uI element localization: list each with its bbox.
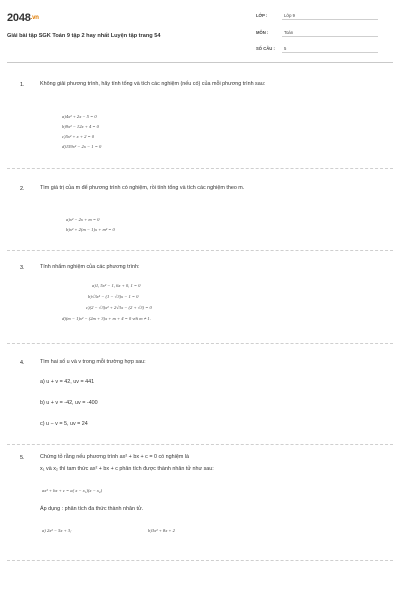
question-number: 4. [20, 360, 25, 366]
answer-item: b) u + v = -42, uv = -400 [40, 400, 98, 406]
equation-item: a)1, 5x² − 1, 6x + 0, 1 = 0 [92, 283, 141, 288]
answer-item: a) u + v = 42, uv = 441 [40, 379, 95, 385]
logo-text: 2048 [7, 12, 31, 24]
meta-underline [282, 52, 378, 53]
question-text-line1: Chứng tỏ rằng nếu phương trình ax² + bx + c = 0 có nghiệm là [40, 454, 190, 460]
question-number: 1. [20, 82, 25, 88]
question-divider [7, 250, 393, 251]
question-number: 2. [20, 186, 25, 192]
question-number: 3. [20, 265, 25, 271]
equation-item: b)9x² − 12x + 4 = 0 [62, 124, 99, 129]
meta-key: SỐ CÂU : [256, 46, 275, 51]
header-divider [7, 62, 393, 63]
question-text-line2: x₁ và x₂ thì tam thức ax² + bx + c phân tích được thành nhân tử như sau: [40, 466, 214, 472]
question-text: Tìm giá trị của m để phương trình có nghiệm, rồi tính tổng và tích các nghiệm theo m. [40, 185, 245, 191]
meta-value: Toán [284, 30, 294, 35]
meta-value: Lớp 9 [284, 13, 295, 18]
factor-formula: ax² + bx + c = a( x − x₁)(x − x₂) [42, 488, 102, 493]
equation-item: a) 2x² − 5x + 3; [42, 528, 72, 533]
answer-item: c) u − v = 5, uv = 24 [40, 421, 88, 427]
equation-item: d)159x² − 2x − 1 = 0 [62, 144, 102, 149]
question-text: Tính nhẩm nghiệm của các phương trình: [40, 264, 140, 270]
equation-item: a)4x² + 2x − 5 = 0 [62, 114, 97, 119]
question-divider [7, 560, 393, 561]
equation-item: b)3x² + 8x + 2 [148, 528, 175, 533]
document-header [0, 0, 400, 62]
question-divider [7, 343, 393, 344]
equation-item: d)(m − 1)x² − (2m + 3)x + m + 4 = 0 với m ≠ 1. [62, 316, 151, 321]
logo-suffix: .vn [30, 15, 39, 22]
question-divider [7, 444, 393, 445]
equation-item: b)√3x² − (1 − √3)x − 1 = 0 [88, 294, 139, 299]
meta-key: LỚP : [256, 13, 268, 18]
document-title: Giải bài tập SGK Toán 9 tập 2 hay nhất Luyện tập trang 54 [7, 33, 161, 39]
question-text: Không giải phương trình, hãy tính tổng và tích các nghiệm (nếu có) của mỗi phương trình sau: [40, 81, 266, 87]
equation-item: a)x² − 2x + m = 0 [66, 217, 100, 222]
question-number: 5. [20, 455, 25, 461]
equation-item: c)(2 − √3)x² + 2√3x − (2 + √3) = 0 [86, 305, 152, 310]
equation-item: b)x² + 2(m − 1)x + m² = 0 [66, 227, 115, 232]
meta-underline [282, 19, 378, 20]
meta-underline [282, 36, 378, 37]
question-divider [7, 168, 393, 169]
apply-label: Áp dụng : phân tích đa thức thành nhân tử. [40, 506, 144, 512]
meta-key: MÔN : [256, 30, 269, 35]
equation-item: c)5x² + x + 2 = 0 [62, 134, 95, 139]
question-text: Tìm hai số u và v trong mỗi trường hợp sau: [40, 359, 146, 365]
meta-value: 5 [284, 46, 287, 51]
site-logo[interactable] [7, 12, 39, 24]
